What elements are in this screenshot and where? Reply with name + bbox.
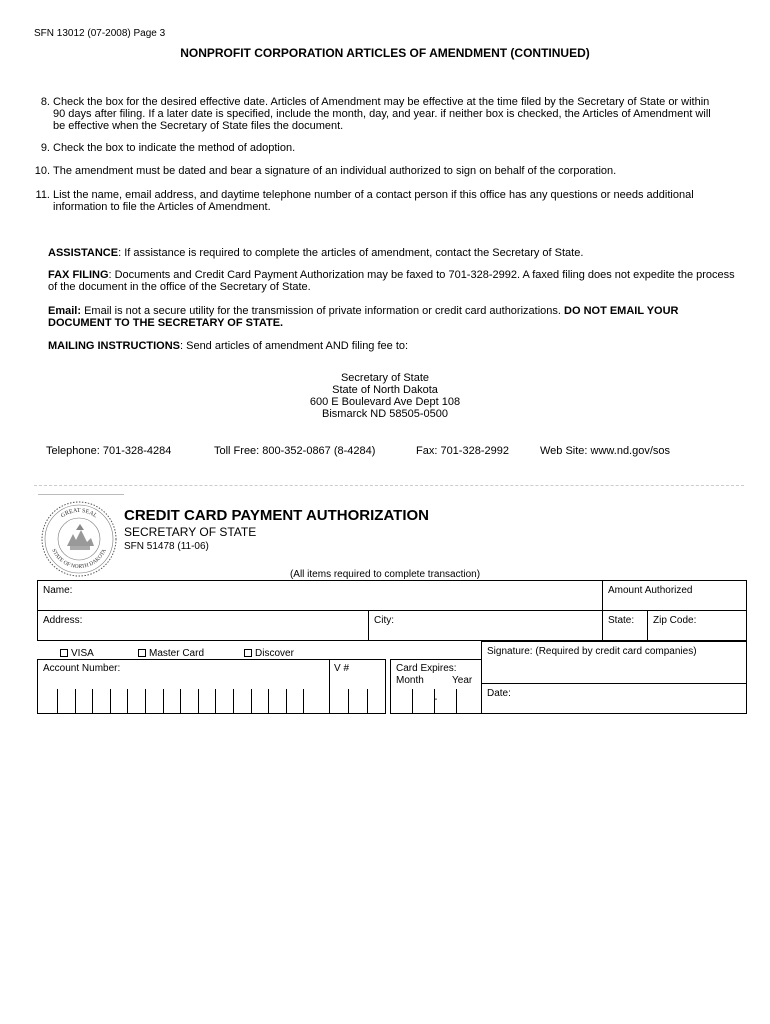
instruction-text: List the name, email address, and daytime telephone number of a contact person if this office has any questions or needs additional information to file the Articles of Amendment. xyxy=(53,189,694,213)
visa-label: VISA xyxy=(71,648,94,659)
digit-tick xyxy=(215,689,216,713)
mailing-label: MAILING INSTRUCTIONS xyxy=(48,340,180,352)
digit-tick xyxy=(127,689,128,713)
zip-label: Zip Code: xyxy=(653,615,697,626)
digit-tick xyxy=(57,689,58,713)
month-label: Month xyxy=(396,675,424,686)
digit-tick xyxy=(286,689,287,713)
visa-option[interactable] xyxy=(60,648,94,659)
digit-tick xyxy=(367,689,368,713)
instruction-number: 10. xyxy=(34,165,50,177)
address-line: 600 E Boulevard Ave Dept 108 xyxy=(309,396,461,408)
city-label: City: xyxy=(374,615,394,626)
instruction-8 xyxy=(32,96,722,132)
name-field[interactable] xyxy=(37,580,603,611)
digit-tick xyxy=(251,689,252,713)
seal-bottom-text: STATE OF NORTH DAKOTA xyxy=(50,548,108,571)
cc-subtitle: SECRETARY OF STATE xyxy=(124,525,257,539)
digit-tick xyxy=(456,689,457,713)
digit-tick xyxy=(110,689,111,713)
digit-tick xyxy=(198,689,199,713)
mailing-address xyxy=(0,372,770,420)
amount-field[interactable] xyxy=(602,580,747,611)
address-line: Secretary of State xyxy=(340,372,430,384)
instruction-text: Check the box to indicate the method of adoption. xyxy=(53,142,296,154)
signature-field[interactable] xyxy=(481,641,747,684)
city-field[interactable] xyxy=(368,610,603,641)
v-number-label: V # xyxy=(334,663,350,674)
instruction-9 xyxy=(32,142,722,154)
divider xyxy=(34,485,744,486)
address-label: Address: xyxy=(43,615,83,626)
email-paragraph xyxy=(48,305,738,329)
expires-separator: - xyxy=(434,694,438,705)
digit-tick xyxy=(180,689,181,713)
digit-tick xyxy=(233,689,234,713)
fax-number: Fax: 701-328-2992 xyxy=(416,445,509,457)
v-number-field[interactable] xyxy=(329,659,386,714)
digit-tick xyxy=(434,689,438,713)
discover-checkbox[interactable] xyxy=(244,649,252,657)
instruction-10 xyxy=(32,165,722,177)
fax-filing-text: : Documents and Credit Card Payment Authorization may be faxed to 701-328-2992. A faxed filing does not expedite the process of the document in the office of the Secretary of State. xyxy=(48,269,735,293)
digit-tick xyxy=(163,689,164,713)
instruction-text: Check the box for the desired effective date. Articles of Amendment may be effective at the time filed by the Secretary of State or within 90 days after filing. If a later date is specified, include the month, day, and year. if neither box is checked, the Articles of Amendment will be effective when the Secretary of State files the document. xyxy=(53,96,711,132)
signature-label: Signature: (Required by credit card companies) xyxy=(487,646,697,657)
email-warning: DO NOT EMAIL YOUR DOCUMENT TO THE SECRETARY OF STATE. xyxy=(48,305,679,329)
discover-label: Discover xyxy=(255,648,294,659)
digit-tick xyxy=(268,689,269,713)
instruction-number: 11. xyxy=(35,189,50,201)
state-label: State: xyxy=(608,615,635,626)
state-seal xyxy=(40,500,118,578)
digit-tick xyxy=(412,689,413,713)
fax-filing-paragraph xyxy=(48,269,738,293)
mastercard-label: Master Card xyxy=(149,648,205,659)
digit-tick xyxy=(92,689,93,713)
email-text: Email is not a secure utility for the transmission of private information or credit card authorizations. xyxy=(81,305,565,317)
seal-rule xyxy=(38,494,124,495)
seal-top-text: GREAT SEAL xyxy=(60,507,98,520)
state-field[interactable] xyxy=(602,610,648,641)
card-expires-label: Card Expires: xyxy=(396,663,457,674)
mailing-paragraph xyxy=(48,340,738,352)
name-label: Name: xyxy=(43,585,73,596)
account-baseline xyxy=(37,713,330,714)
cc-note: (All items required to complete transaction) xyxy=(289,569,481,580)
mastercard-option[interactable] xyxy=(138,648,204,659)
digit-tick xyxy=(75,689,76,713)
instruction-text: The amendment must be dated and bear a signature of an individual authorized to sign on behalf of the corporation. xyxy=(53,165,617,177)
toll-free: Toll Free: 800-352-0867 (8-4284) xyxy=(214,445,376,457)
digit-tick xyxy=(348,689,349,713)
mastercard-checkbox[interactable] xyxy=(138,649,146,657)
page-title: NONPROFIT CORPORATION ARTICLES OF AMENDMENT (CONTINUED) xyxy=(180,46,590,60)
cc-title: CREDIT CARD PAYMENT AUTHORIZATION xyxy=(124,507,429,524)
v-baseline xyxy=(329,713,386,714)
card-expires-field[interactable] xyxy=(390,659,482,714)
account-number-label: Account Number: xyxy=(43,663,121,674)
instruction-11 xyxy=(32,189,722,213)
date-label: Date: xyxy=(487,688,511,699)
assistance-text: : If assistance is required to complete the articles of amendment, contact the Secretary of State. xyxy=(118,247,584,259)
zip-field[interactable] xyxy=(647,610,747,641)
mailing-text: : Send articles of amendment AND filing fee to: xyxy=(180,340,409,352)
instruction-number: 8. xyxy=(40,96,50,108)
cc-form-number: SFN 51478 (11-06) xyxy=(124,541,209,552)
email-label: Email: xyxy=(48,305,82,317)
digit-tick xyxy=(145,689,146,713)
assistance-label: ASSISTANCE xyxy=(48,247,119,259)
date-field[interactable] xyxy=(481,683,747,714)
instruction-number: 9. xyxy=(40,142,50,154)
address-line: State of North Dakota xyxy=(332,384,438,396)
address-line: Bismarck ND 58505-0500 xyxy=(322,408,448,420)
amount-label: Amount Authorized xyxy=(608,585,693,596)
discover-option[interactable] xyxy=(244,648,294,659)
digit-tick xyxy=(303,689,304,713)
web-site: Web Site: www.nd.gov/sos xyxy=(540,445,671,457)
address-field[interactable] xyxy=(37,610,369,641)
year-label: Year xyxy=(452,675,473,686)
assistance-paragraph xyxy=(48,247,738,259)
telephone: Telephone: 701-328-4284 xyxy=(46,445,172,457)
fax-filing-label: FAX FILING xyxy=(48,269,109,281)
form-id: SFN 13012 (07-2008) Page 3 xyxy=(34,28,166,39)
visa-checkbox[interactable] xyxy=(60,649,68,657)
